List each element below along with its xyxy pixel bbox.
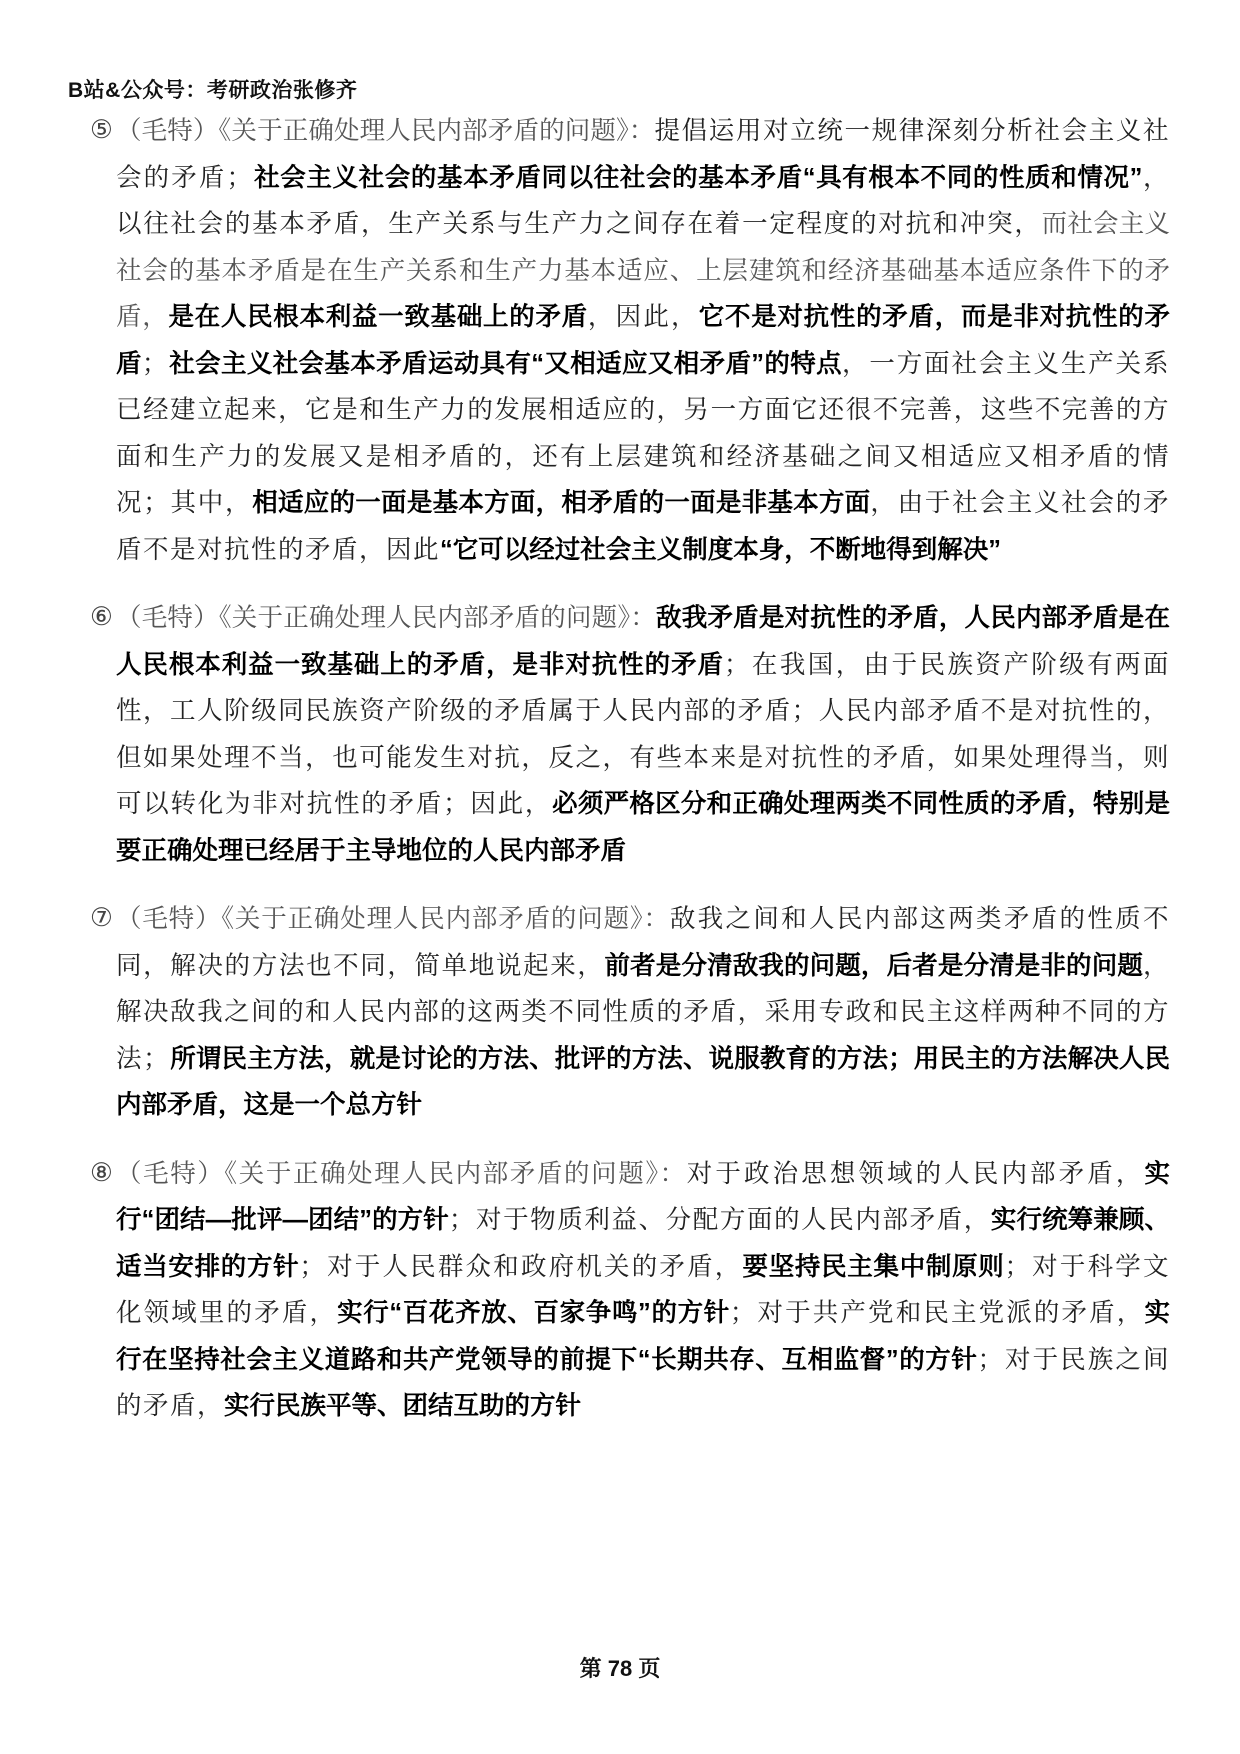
body-text: ；对于物质利益、分配方面的人民内部矛盾， [448,1205,991,1235]
list-item [90,595,1170,874]
item-text [116,1159,1170,1421]
item-number: ⑧ [90,1157,113,1188]
item-number: ⑤ [90,115,113,145]
emphasis-text: 实行“百花齐放、百家争鸣”的方针 [337,1299,730,1327]
item-text [116,904,1170,1119]
list-item [90,1151,1170,1430]
source-citation: （毛特）《关于正确处理人民内部矛盾的问题》： [116,116,655,146]
emphasis-text: “它可以经过社会主义制度本身，不断地得到解决” [440,535,1002,564]
body-text: ；在我国，由于民族资产阶级有两面性，工人阶级同民族资产阶级的矛盾属于人民内部的矛盾；人民内部矛盾不是对抗性的，但如果处理不当，也可能发生对抗，反之，有些本来是对抗性的矛盾，如果处理得当，则可以转化为非对抗性的矛盾；因此， [116,649,1170,819]
body-text: ；对于民族之间的矛盾， [116,1344,1170,1421]
body-text: ，因此， [587,302,699,332]
emphasis-text: 它不是对抗性的矛盾，而是非对抗性的矛盾 [116,303,1170,378]
source-citation: 而社会主义社会的基本矛盾是在生产关系和生产力基本适应、上层建筑和经济基础基本适应条件下的矛盾， [116,209,1170,332]
body-text: ，由于社会主义社会的矛盾不是对抗性的矛盾，因此 [116,488,1170,565]
item-number: ⑥ [90,602,113,632]
page-header: B站&公众号：考研政治张修齐 [68,79,358,102]
content-body [90,108,1170,1452]
emphasis-text: 敌我矛盾是对抗性的矛盾，人民内部矛盾是在人民根本利益一致基础上的矛盾，是非对抗性的矛盾 [116,604,1170,679]
source-citation: （毛特）《关于正确处理人民内部矛盾的问题》： [116,1158,687,1189]
emphasis-text: 实行在坚持社会主义道路和共产党领导的前提下“长期共存、互相监督”的方针 [116,1299,1170,1374]
emphasis-text: 必须严格区分和正确处理两类不同性质的矛盾，特别是要正确处理已经居于主导地位的人民内部矛盾 [116,790,1170,865]
body-text: ；对于人民群众和政府机关的矛盾， [299,1251,743,1282]
body-text: 对于政治思想领域的人民内部矛盾， [686,1158,1145,1189]
emphasis-text: 前者是分清敌我的问题，后者是分清是非的问题 [604,951,1143,980]
emphasis-text: 所谓民主方法，就是讨论的方法、批评的方法、说服教育的方法；用民主的方法解决人民内部矛盾，这是一个总方针 [116,1044,1170,1119]
item-text [116,603,1170,865]
emphasis-text: 实行民族平等、团结互助的方针 [224,1392,582,1420]
list-item [90,896,1170,1129]
emphasis-text: 要坚持民主集中制原则 [742,1252,1005,1281]
body-text: ； [141,348,169,379]
emphasis-text: 社会主义社会的基本矛盾同以往社会的基本矛盾“具有根本不同的性质和情况” [253,163,1143,192]
list-item [90,108,1170,573]
body-text: ；对于共产党和民主党派的矛盾， [729,1298,1145,1328]
emphasis-text: 实行“团结—批评—团结”的方针 [116,1159,1170,1234]
body-text: ；对于科学文化领域里的矛盾， [116,1251,1170,1328]
body-text: 敌我之间和人民内部这两类矛盾的性质不同，解决的方法也不同，简单地说起来， [116,904,1170,981]
source-citation: （毛特）《关于正确处理人民内部矛盾的问题》： [116,904,670,934]
source-citation: （毛特）《关于正确处理人民内部矛盾的问题》： [116,603,657,633]
emphasis-text: 社会主义社会基本矛盾运动具有“又相适应又相矛盾”的特点 [168,349,842,378]
body-text: ，以往社会的基本矛盾，生产关系与生产力之间存在着一定程度的对抗和冲突， [116,162,1170,239]
body-text: 提倡运用对立统一规律深刻分析社会主义社会的矛盾； [116,116,1170,193]
emphasis-text: 是在人民根本利益一致基础上的矛盾 [168,303,588,331]
item-text [116,116,1170,564]
page-number: 第 78 页 [579,1656,661,1681]
body-text: ，一方面社会主义生产关系已经建立起来，它是和生产力的发展相适应的，另一方面它还很不完善，这些不完善的方面和生产力的发展又是相矛盾的，还有上层建筑和经济基础之间又相适应又相矛盾的情况；其中， [116,348,1170,518]
emphasis-text: 实行统筹兼顾、适当安排的方针 [116,1206,1170,1281]
emphasis-text: 相适应的一面是基本方面，相矛盾的一面是非基本方面 [252,489,871,517]
item-number: ⑦ [90,903,113,933]
body-text: ，解决敌我之间的和人民内部的这两类不同性质的矛盾，采用专政和民主这样两种不同的方法； [116,950,1170,1074]
